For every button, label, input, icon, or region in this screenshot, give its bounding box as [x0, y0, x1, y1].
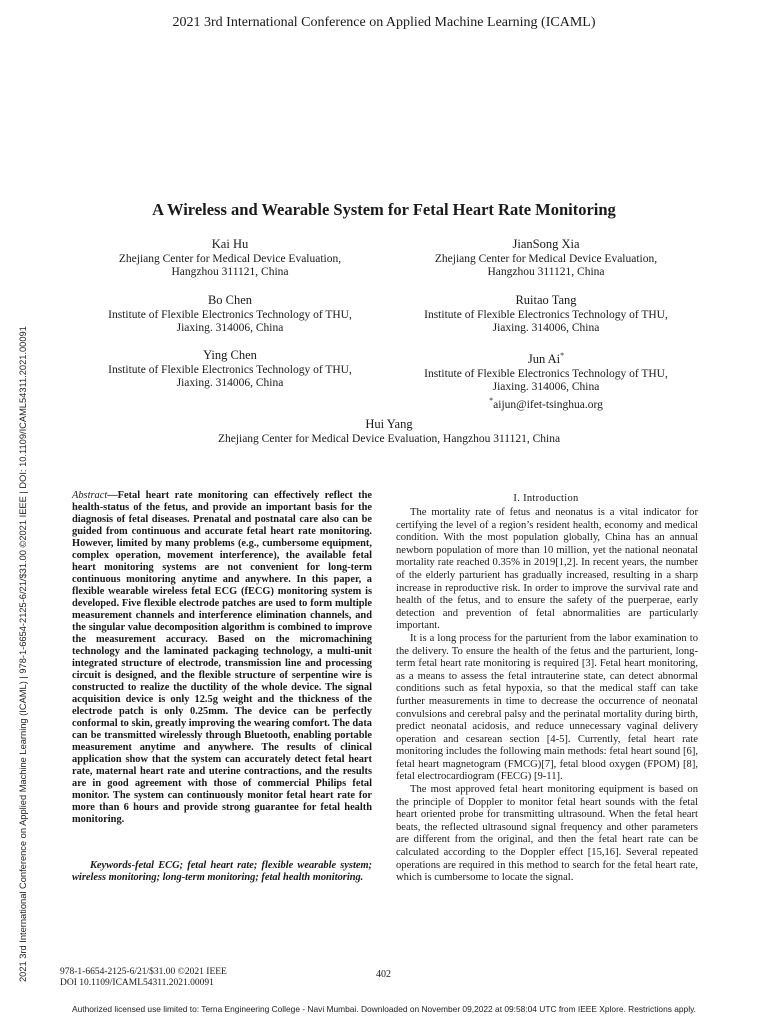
paper-title: A Wireless and Wearable System for Fetal Heart Rate Monitoring [152, 200, 616, 219]
author-block [410, 349, 682, 412]
author-affiliation: Zhejiang Center for Medical Device Evaluation, Hangzhou 311121, China [217, 433, 561, 445]
footer-doi: DOI 10.1109/ICAML54311.2021.00091 [60, 978, 214, 988]
author-name: Jun Ai* [527, 351, 565, 367]
paragraph: The mortality rate of fetus and neonatus is a vital indicator for certifying the level of a region’s resident health, economy and medical condition. With the most population globally, China has an annual newborn population of more than 10 million, yet the national neonatal mortality rate reached 0.35% in 2019[1,2]. In recent years, the number of the elderly parturient has gradually increased, resulting in a sharp increase in reproductive risk. In order to improve the survival rate and health of the fetus, and to ensure the safety of the puerperae, early detection and prevention of fetal abnormalities are particularly important. [396, 507, 698, 632]
author-affiliation: Jiaxing. 314006, China [492, 322, 600, 334]
keywords: Keywords-fetal ECG; fetal heart rate; flexible wearable system; wireless monitoring; long-term monitoring; fetal health monitoring. [72, 860, 372, 883]
author-affiliation: Institute of Flexible Electronics Technology of THU, [108, 364, 352, 376]
paragraph: It is a long process for the parturient from the labor examination to the delivery. To ensure the health of the fetus and the parturient, long-term fetal heart rate monitoring is required [3]. Fetal heart monitoring, as a means to assess the fetal intrauterine state, can detect abnormal conditions such as fetal hypoxia, so that the medical staff can take further measurements in time to decrease the occurrence of neonatal convulsions and cerebral palsy and the perinatal mortality during birth, predict neonatal acidosis, and reduce unnecessary vaginal delivery operation and cesarean section [4-5]. Currently, fetal heart rate monitoring includes the following main methods: fetal heart sound [6], fetal heart magnetogram (FMCG)[7], fetal blood oxygen (FPOM) [8], fetal electrocardiogram (FECG) [9-11]. [396, 632, 698, 783]
author-name: JianSong Xia [512, 237, 580, 251]
author-affiliation: Institute of Flexible Electronics Technology of THU, [424, 309, 668, 321]
author-name: Bo Chen [207, 293, 253, 307]
author-name: Kai Hu [211, 237, 249, 251]
paragraph: The most approved fetal heart monitoring equipment is based on the principle of Doppler to monitor fetal heart sounds with the fetal heart oriented probe for transmitting ultrasound. When the fetal heart beats, the reflected ultrasound signal frequency and other parameters are different from the original, and then the fetal heart rate can be calculated according to the Doppler effect [15,16]. Several repeated operations are required in this method to search for the fetal heart rate, which is cumbersome to locate the signal. [396, 784, 698, 884]
author-affiliation: Hangzhou 311121, China [487, 266, 605, 278]
author-block [410, 294, 682, 335]
author-block [410, 238, 682, 279]
footer-isbn: 978-1-6654-2125-6/21/$31.00 ©2021 IEEE [60, 967, 227, 977]
author-affiliation: Hangzhou 311121, China [171, 266, 289, 278]
author-affiliation: Jiaxing. 314006, China [176, 377, 284, 389]
author-name: Ruitao Tang [515, 293, 577, 307]
abstract-text: —Fetal heart rate monitoring can effectively reflect the health-status of the fetus, and provide an important basis for the diagnosis of fetal diseases. Prenatal and postnatal care also can be guided from continuous and accurate fetal heart rate monitoring. However, limited by many problems (e.g., cumbersome equipment, complex operation, movement interference), the available fetal heart monitoring systems are not convenient for long-term continuous monitoring anytime and anywhere. In this paper, a flexible wearable wireless fetal ECG (fECG) monitoring system is developed. Five flexible electrode patches are used to form multiple measurement channels and interference elimination channels, and the singular value decomposition algorithm is combined to improve the measurement accuracy. Based on the micromachining technology and the laminated packaging technology, a multi-unit integrated structure of electrode, transmission line and processing circuit is designed, and the flexible structure of serpentine wire is constructed to realize the ductility of the whole device. The signal acquisition device is only 12.5g weight and the thickness of the electrode patch is only 0.25mm. The device can be perfectly conformal to skin, greatly improving the wearing comfort. The data can be transmitted wirelessly through Bluetooth, enabling portable measurement anytime and anywhere. The results of clinical application show that the system can accurately detect fetal heart rate, maternal heart rate and uterine contractions, and the results are in good agreement with those of commercial Philips fetal monitor. The system can continuously monitor fetal heart rate for more than 6 hours and provide strong guarantee for fetal health monitoring. [72, 490, 372, 825]
author-affiliation: Institute of Flexible Electronics Technology of THU, [424, 368, 668, 381]
author-affiliation: Jiaxing. 314006, China [492, 381, 600, 394]
side-doi-strip: 2021 3rd International Conference on Applied Machine Learning (ICAML) | 978-1-6654-2125-6/21/$31.00 ©2021 IEEE | DOI: 10.1109/ICAML54311.2021.00091 [18, 326, 28, 982]
author-affiliation: Zhejiang Center for Medical Device Evaluation, [118, 253, 342, 265]
introduction-body [396, 507, 698, 885]
author-name: Ying Chen [203, 348, 257, 362]
conference-header: 2021 3rd International Conference on Applied Machine Learning (ICAML) [172, 15, 596, 30]
abstract [72, 490, 372, 826]
author-affiliation: Institute of Flexible Electronics Technology of THU, [108, 309, 352, 321]
author-affiliation: Jiaxing. 314006, China [176, 322, 284, 334]
author-name: Hui Yang [365, 417, 413, 431]
author-block [96, 418, 682, 446]
author-block [96, 294, 364, 335]
author-block [96, 349, 364, 390]
license-notice: Authorized licensed use limited to: Terna Engineering College - Navi Mumbai. Downloaded on November 09,2022 at 09:58:04 UTC from IEEE Xplore. Restrictions apply. [72, 1004, 696, 1014]
abstract-label: Abstract [72, 490, 108, 501]
footer-copyright [60, 967, 227, 989]
author-email[interactable]: *aijun@ifet-tsinghua.org [489, 396, 603, 411]
page-number: 402 [376, 969, 391, 980]
author-block [96, 238, 364, 279]
author-affiliation: Zhejiang Center for Medical Device Evaluation, [434, 253, 658, 265]
section-heading: I. Introduction [513, 493, 579, 504]
